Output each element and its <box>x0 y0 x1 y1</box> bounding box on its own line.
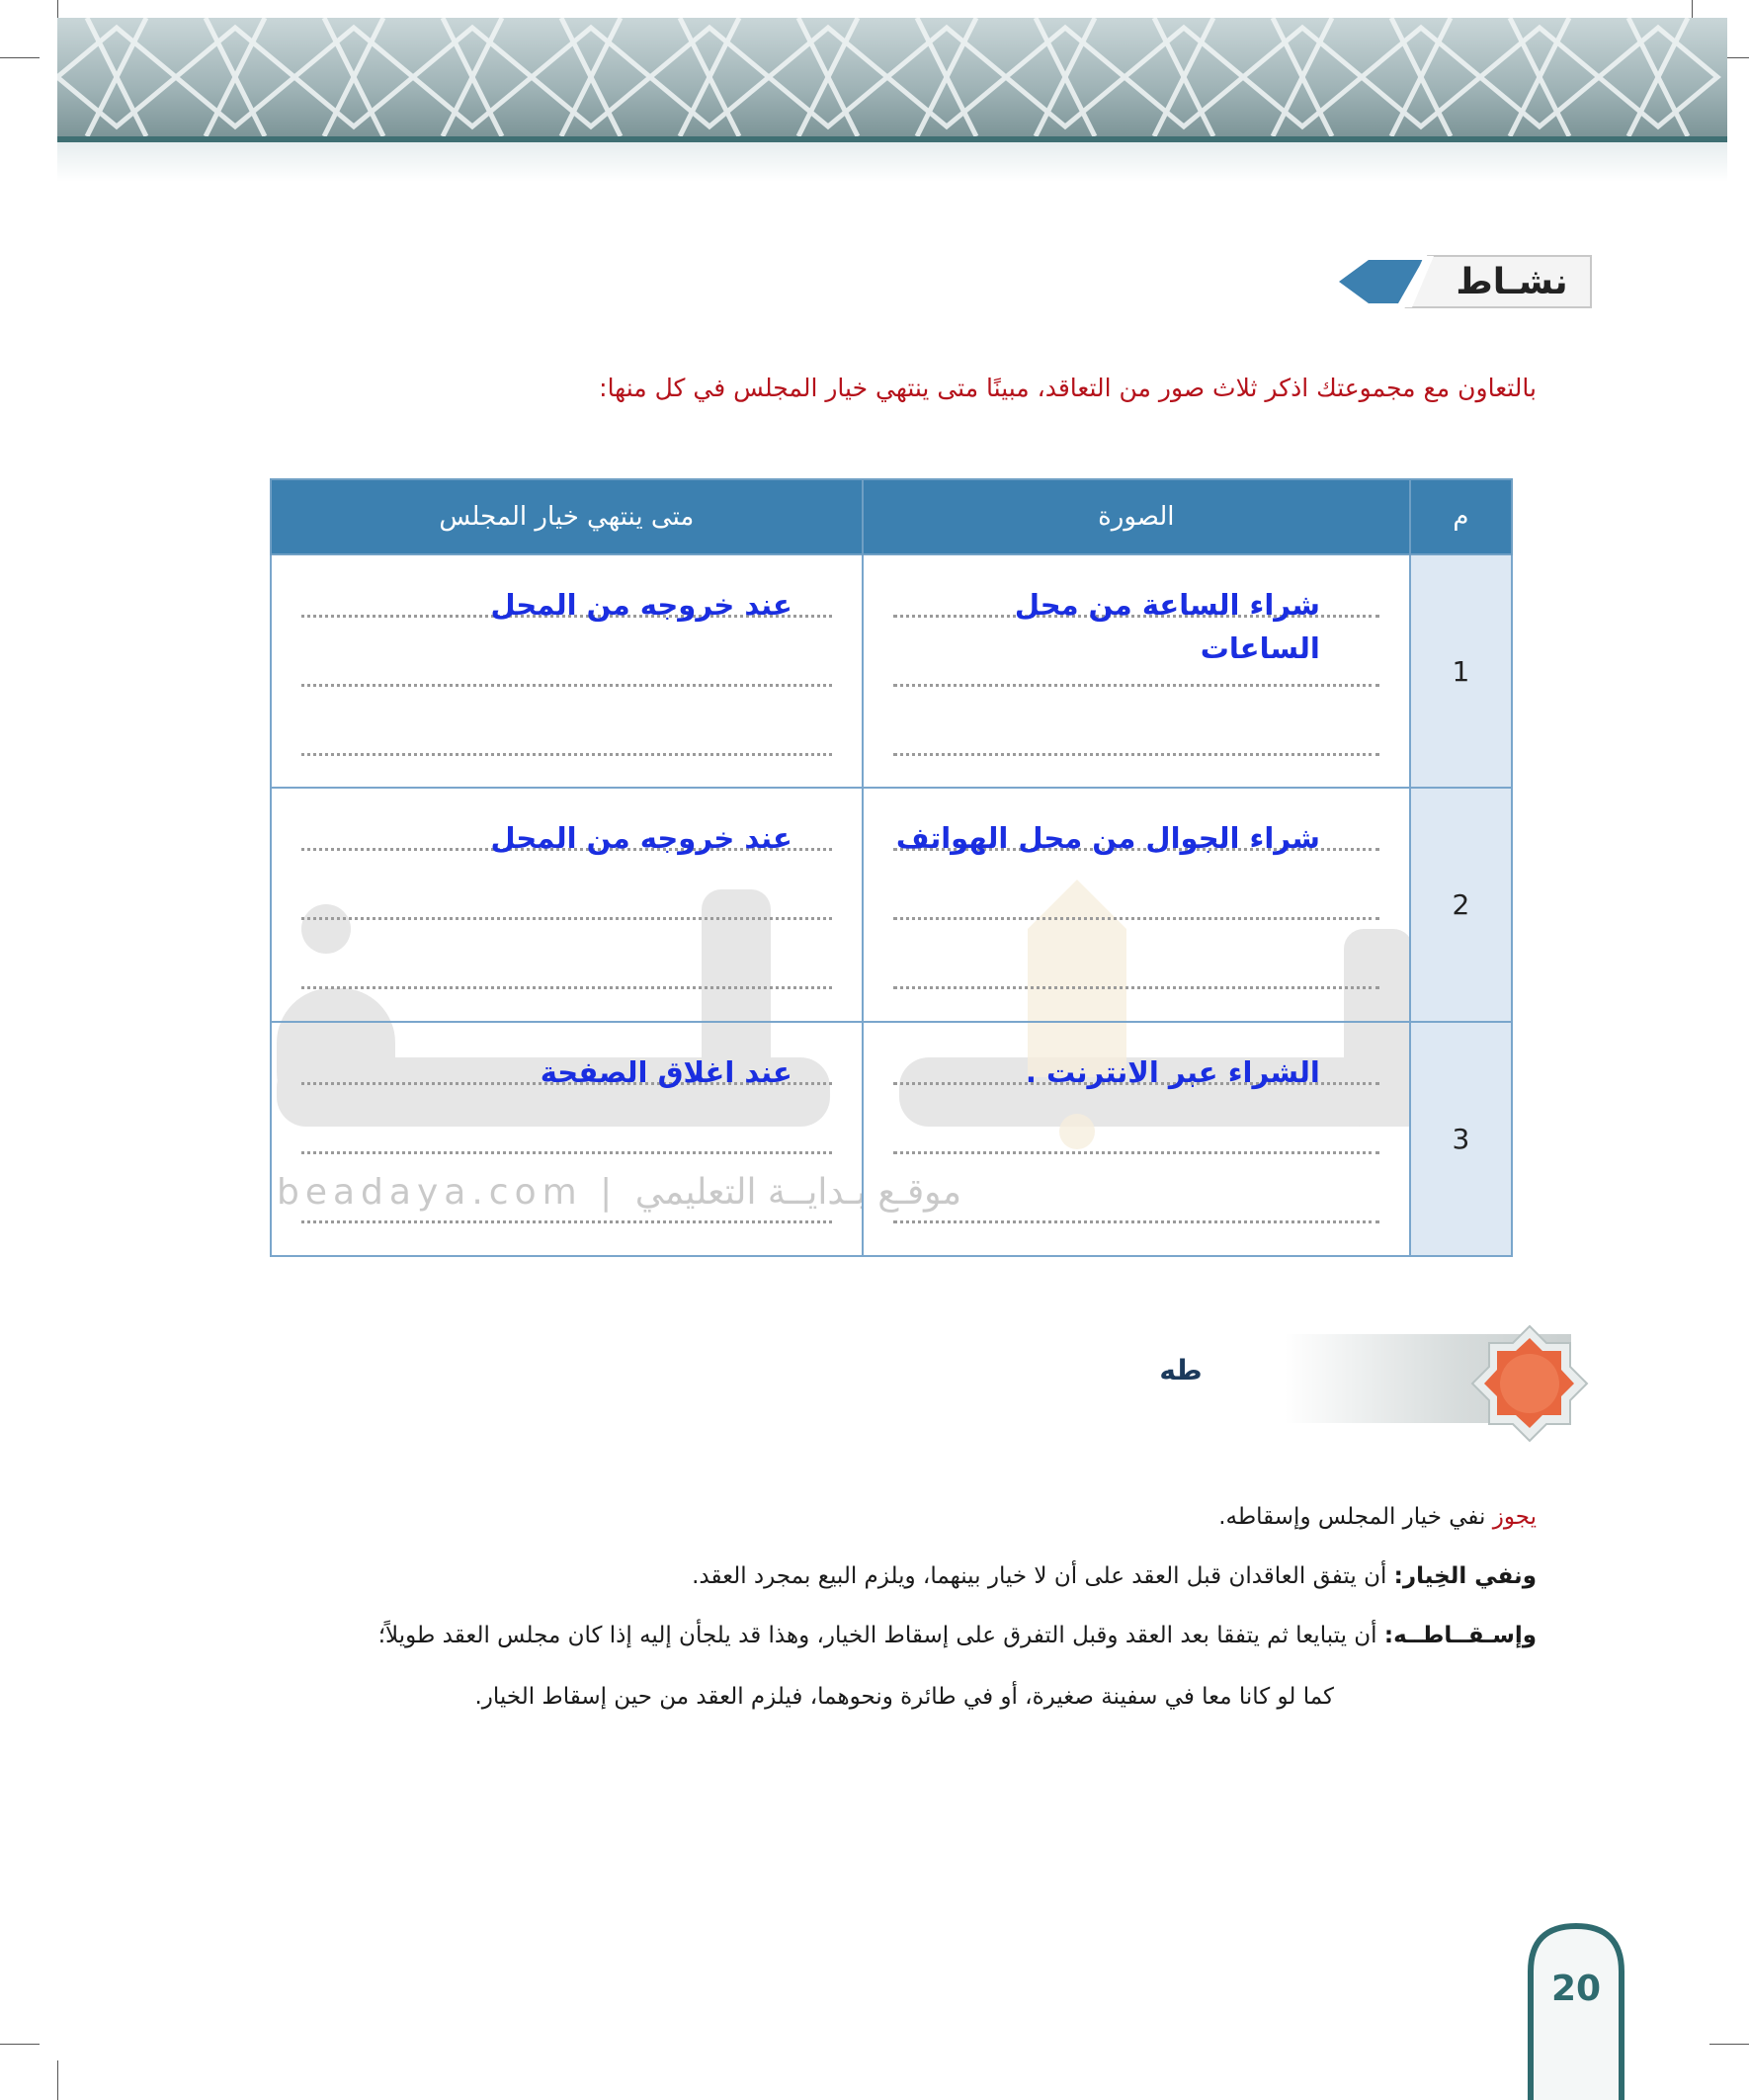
dotted-line <box>893 1151 1379 1154</box>
header-form: الصورة <box>863 479 1410 554</box>
end-answer: عند اغلاق الصفحة <box>540 1055 792 1089</box>
page-tab-shape <box>1527 1922 1625 2100</box>
dotted-line <box>893 753 1379 756</box>
line-text: أن يتبايعا ثم يتفقا بعد العقد وقبل التفرق على إسقاط الخيار، وهذا قد يلجأن إليه إذا كان مجلس العقد طويلاً؛ <box>377 1623 1384 1648</box>
end-cell[interactable] <box>271 1022 863 1256</box>
activity-table <box>270 478 1513 1257</box>
activity-title: نشـاط <box>1456 262 1568 302</box>
table-row <box>271 554 1512 788</box>
lead-term: ونفي الخِيار: <box>1393 1563 1537 1589</box>
dotted-line <box>893 684 1379 687</box>
header-banner <box>57 18 1727 136</box>
dotted-line <box>301 1151 832 1154</box>
end-cell[interactable] <box>271 788 863 1022</box>
crop-mark <box>57 2060 58 2100</box>
form-answer: الشراء عبر الانترنت . <box>1025 1055 1320 1089</box>
dotted-line <box>301 986 832 989</box>
activity-prompt: بالتعاون مع مجموعتك اذكر ثلاث صور من التعاقد، مبينًا متى ينتهي خيار المجلس في كل منها: <box>599 374 1537 402</box>
watermark-url: beadaya.com | موقـع بـدايــة التعليمي <box>277 1172 962 1213</box>
dotted-line <box>893 917 1379 920</box>
dotted-line <box>301 1220 832 1223</box>
form-answer: شراء الجوال من محل الهواتف <box>895 821 1320 855</box>
end-answer: عند خروجه من المحل <box>490 588 792 622</box>
dotted-line <box>893 986 1379 989</box>
header-end: متى ينتهي خيار المجلس <box>271 479 863 554</box>
paragraph-line-2 <box>203 1563 1537 1589</box>
table-header-row <box>271 479 1512 554</box>
row-number: 3 <box>1410 1022 1512 1256</box>
paragraph-line-4: كما لو كانا معا في سفينة صغيرة، أو في طائرة ونحوهما، فيلزم العقد من حين إسقاط الخيار. <box>474 1684 1334 1710</box>
page-number: 20 <box>1550 1969 1602 2009</box>
end-cell[interactable] <box>271 554 863 788</box>
table-row <box>271 1022 1512 1256</box>
banner-shadow <box>57 142 1727 182</box>
end-answer: عند خروجه من المحل <box>490 821 792 855</box>
form-answer: شراء الساعة من محل الساعات <box>1014 588 1320 665</box>
dotted-line <box>301 684 832 687</box>
crop-mark <box>0 57 40 58</box>
paragraph-line-1 <box>203 1504 1537 1530</box>
crop-mark <box>0 2044 40 2045</box>
table-row <box>271 788 1512 1022</box>
star-medallion-icon <box>1470 1324 1589 1443</box>
form-cell[interactable] <box>863 554 1410 788</box>
lead-term: وإسـقــاطــه: <box>1383 1623 1537 1648</box>
paragraph-line-3 <box>203 1623 1537 1648</box>
row-number: 2 <box>1410 788 1512 1022</box>
dotted-line <box>301 917 832 920</box>
row-number: 1 <box>1410 554 1512 788</box>
dotted-line <box>301 753 832 756</box>
line-text: نفي خيار المجلس وإسقاطه. <box>1218 1504 1493 1530</box>
line-text: أن يتفق العاقدان قبل العقد على أن لا خيار بينهما، ويلزم البيع بمجرد العقد. <box>692 1563 1394 1589</box>
dotted-line <box>893 1220 1379 1223</box>
crop-mark <box>1709 2044 1749 2045</box>
header-num: م <box>1410 479 1512 554</box>
lead-word: يجوز <box>1492 1504 1537 1530</box>
form-cell[interactable] <box>863 1022 1410 1256</box>
section-title: طه <box>1159 1354 1203 1386</box>
form-cell[interactable] <box>863 788 1410 1022</box>
